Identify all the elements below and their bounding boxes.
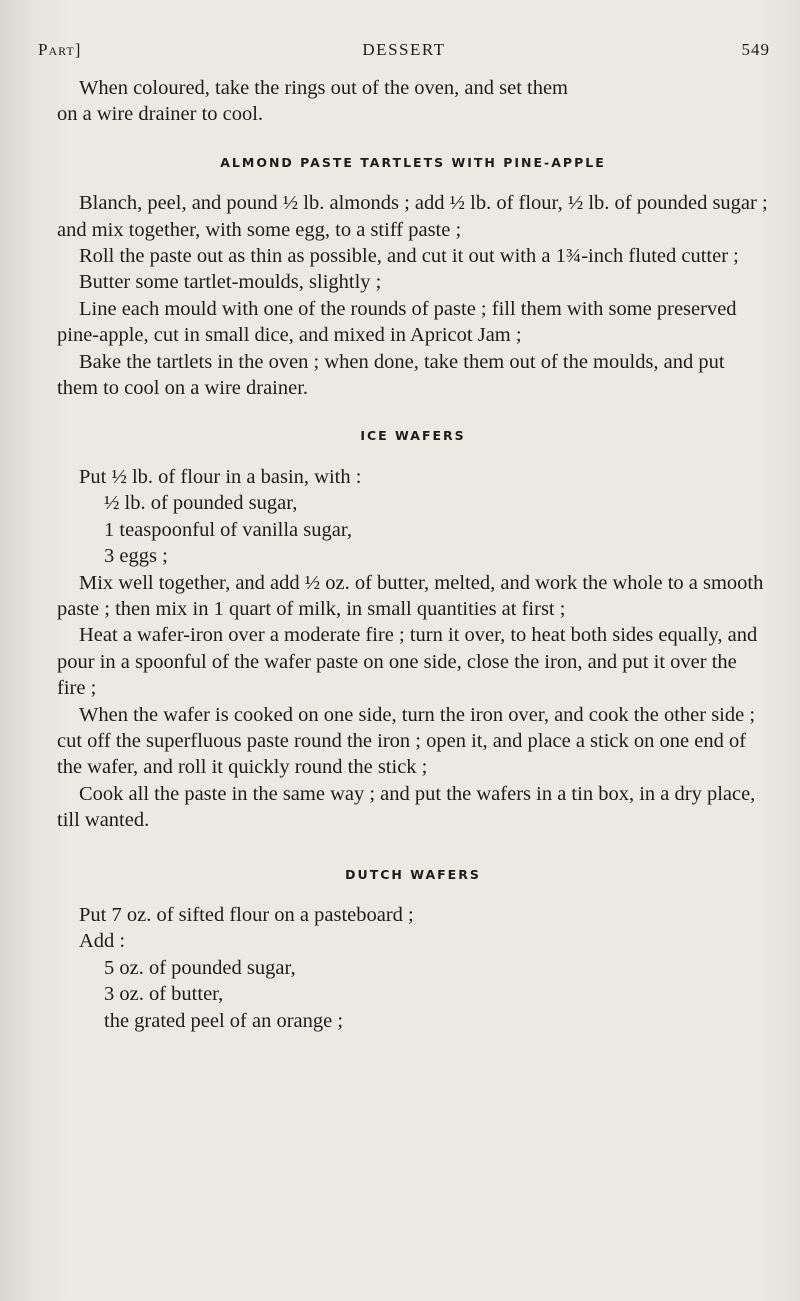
almond-step-3: Butter some tartlet-moulds, slightly ; xyxy=(79,271,382,294)
ice-ingredient-3: 3 eggs ; xyxy=(104,545,168,568)
ice-step-4: Cook all the paste in the same way ; and put the wafers in a tin box, in a dry place, till wanted. xyxy=(57,782,756,832)
ice-step-3: When the wafer is cooked on one side, turn the iron over, and cook the other side ; cut off the superfluous paste round the iron ; open it, and place a stick on one end of the wafer, and roll it quickly round the stick ; xyxy=(57,703,756,779)
intro-paragraph-continued xyxy=(57,101,769,127)
dutch-step-1: Put 7 oz. of sifted flour on a pasteboard ; xyxy=(79,903,414,926)
ice-ingredient-1: ½ lb. of pounded sugar, xyxy=(104,492,298,515)
dutch-ingredient-3: the grated peel of an orange ; xyxy=(104,1009,344,1032)
almond-step-1: Blanch, peel, and pound ½ lb. almonds ; add ½ lb. of flour, ½ lb. of pounded sugar ; and mix together, with some egg, to a stiff paste ; xyxy=(57,192,768,241)
intro-line-1: When coloured, take the rings out of the oven, and set them xyxy=(79,77,569,99)
almond-step-5: Bake the tartlets in the oven ; when done, take them out of the moulds, and put them to cool on a wire drainer. xyxy=(57,350,725,400)
dutch-wafers-heading: DUTCH WAFERS xyxy=(345,866,481,882)
ice-ingredient-list xyxy=(57,490,769,569)
ice-intro: Put ½ lb. of flour in a basin, with : xyxy=(79,465,362,488)
running-header xyxy=(38,40,770,64)
almond-heading: ALMOND PASTE TARTLETS WITH PINE-APPLE xyxy=(220,154,606,170)
ice-ingredient-2: 1 teaspoonful of vanilla sugar, xyxy=(104,518,352,541)
ice-step-1: Mix well together, and add ½ oz. of butter, melted, and work the whole to a smooth paste ; then mix in 1 quart of milk, in small quantities at first ; xyxy=(57,571,764,620)
header-part-label: Part] xyxy=(38,40,82,59)
ice-step-2: Heat a wafer-iron over a moderate fire ; turn it over, to heat both sides equally, and pour in a spoonful of the wafer paste on one side, close the iron, and put it over the fire ; xyxy=(57,624,758,700)
ice-wafers-heading: ICE WAFERS xyxy=(360,428,466,444)
almond-step-4: Line each mould with one of the rounds of paste ; fill them with some preserved pine-apple, cut in small dice, and mixed in Apricot Jam ; xyxy=(57,297,737,347)
dutch-step-2: Add : xyxy=(79,930,126,953)
page-number: 549 xyxy=(741,40,770,59)
intro-paragraph xyxy=(57,75,769,101)
dutch-ingredient-list xyxy=(57,955,769,1034)
almond-step-2: Roll the paste out as thin as possible, and cut it out with a 1¾-inch fluted cutter ; xyxy=(79,245,739,268)
intro-line-2: on a wire drainer to cool. xyxy=(57,103,264,126)
dutch-ingredient-2: 3 oz. of butter, xyxy=(104,983,224,1006)
header-title: DESSERT xyxy=(362,40,446,59)
dutch-ingredient-1: 5 oz. of pounded sugar, xyxy=(104,956,296,979)
page-content xyxy=(57,70,769,1034)
